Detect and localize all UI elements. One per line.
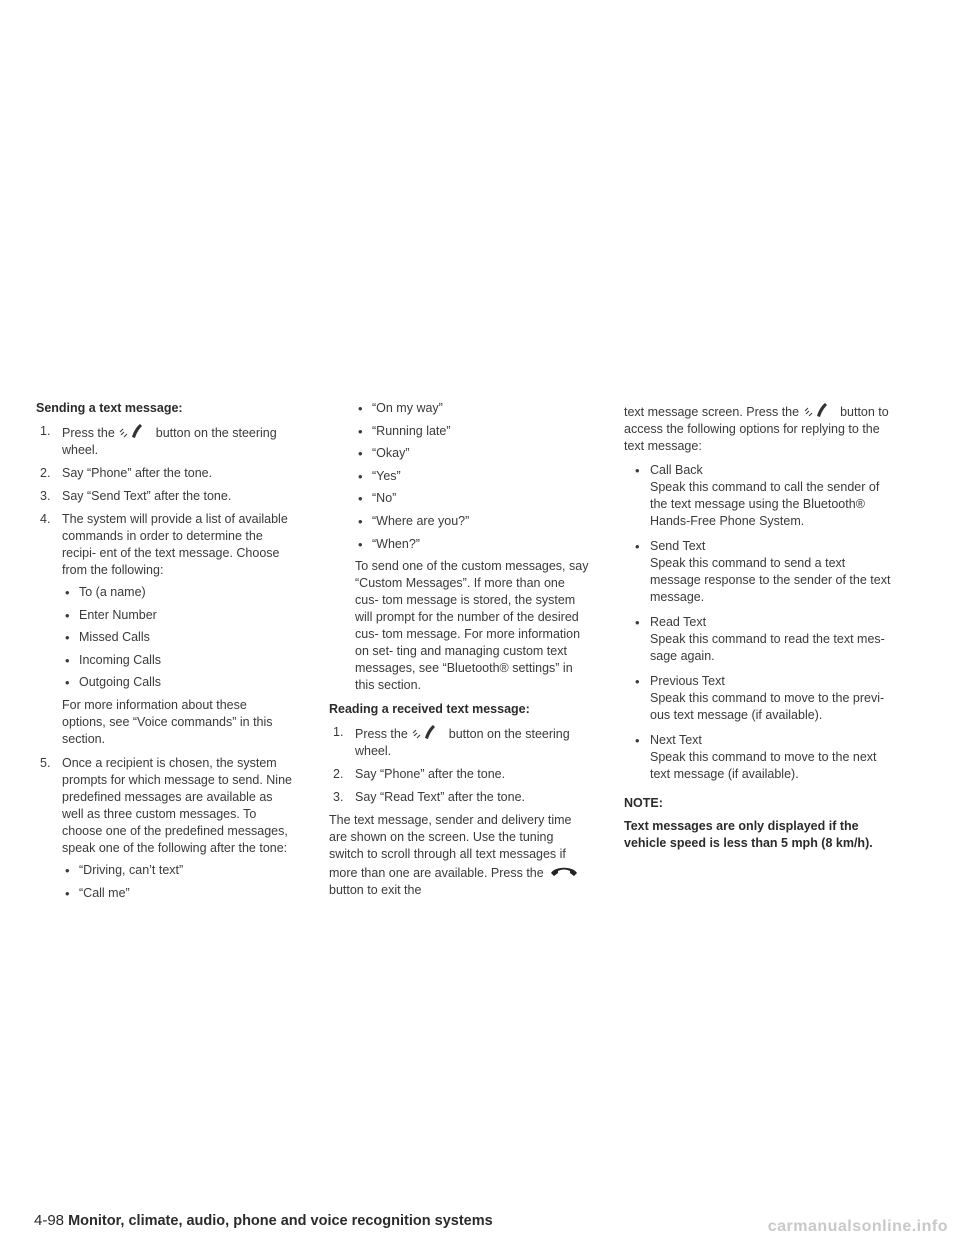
list-item: • Next Text Speak this command to move to the next text message (if available). bbox=[635, 733, 877, 781]
voice-commands-reference: For more information about these options, see “Voice commands” in this section. bbox=[62, 697, 273, 746]
page-number: 4-98 bbox=[34, 1212, 65, 1229]
predefined-messages-list-continued bbox=[355, 400, 589, 553]
list-item: • To (a name) bbox=[65, 585, 146, 600]
list-item: • “Yes” bbox=[358, 468, 401, 484]
voice-talk-icon bbox=[411, 724, 445, 740]
list-item: • “On my way” bbox=[358, 401, 443, 416]
step-5: 5. Once a recipient is chosen, the system prompts for which message to send. Nine predefined messages are available as well as three custom messages. To choose one of the predefined messages, speak one of the following after the tone: • “Driving, can’t text” • “Call me” bbox=[36, 755, 294, 902]
chapter-title: Monitor, climate, audio, phone and voice recognition systems bbox=[68, 1213, 493, 1229]
list-item: • “Where are you?” bbox=[358, 513, 470, 529]
predefined-messages-list bbox=[62, 862, 294, 902]
step-2: 2. Say “Phone” after the tone. bbox=[40, 466, 213, 480]
read-text-paragraph: The text message, sender and delivery time are shown on the screen. Use the tuning switch to scroll through all text messages if more than one are available. Press the button to exit the bbox=[329, 812, 589, 899]
read-step-3: 3. Say “Read Text” after the tone. bbox=[333, 790, 526, 805]
reply-options-list bbox=[624, 462, 898, 783]
column-3 bbox=[624, 402, 898, 852]
read-step-2: 2. Say “Phone” after the tone. bbox=[333, 767, 506, 782]
recipient-options-list bbox=[62, 584, 294, 691]
read-step-1: 1. Press the button on the steering wheel. bbox=[333, 725, 570, 759]
list-item: • “When?” bbox=[358, 536, 420, 552]
list-item: • “Driving, can’t text” bbox=[65, 862, 184, 878]
reply-options-intro: text message screen. Press the button to access the following options for replying to the text message: bbox=[624, 402, 898, 455]
list-item: • “Running late” bbox=[358, 423, 451, 439]
voice-talk-icon bbox=[803, 402, 837, 418]
page-footer bbox=[34, 1212, 493, 1229]
list-item: • “No” bbox=[358, 491, 397, 507]
list-item: • “Call me” bbox=[65, 885, 130, 901]
phone-hangup-icon bbox=[547, 863, 581, 879]
column-1 bbox=[36, 400, 294, 908]
list-item: • Outgoing Calls bbox=[65, 675, 161, 691]
list-item: • Missed Calls bbox=[65, 630, 150, 646]
list-item: • Previous Text Speak this command to move to the previ- ous text message (if available). bbox=[635, 674, 885, 722]
note-heading: NOTE: bbox=[624, 796, 663, 810]
list-item: • Send Text Speak this command to send a text message response to the sender of the text message. bbox=[635, 539, 891, 604]
watermark: carmanualsonline.info bbox=[767, 1218, 948, 1235]
list-item: • Enter Number bbox=[65, 607, 157, 623]
column-2 bbox=[329, 400, 589, 906]
step-3: 3. Say “Send Text” after the tone. bbox=[40, 489, 232, 503]
list-item: • Read Text Speak this command to read the text mes- sage again. bbox=[635, 615, 885, 663]
note-text: Text messages are only displayed if the vehicle speed is less than 5 mph (8 km/h). bbox=[624, 819, 873, 850]
list-item: • Call Back Speak this command to call the sender of the text message using the Bluetooth® Hands-Free Phone System. bbox=[635, 463, 880, 528]
step-1: 1. Press the button on the steering wheel. bbox=[40, 424, 277, 457]
section-heading-reading: Reading a received text message: bbox=[329, 702, 530, 717]
list-item: • Incoming Calls bbox=[65, 652, 161, 668]
custom-messages-paragraph: To send one of the custom messages, say “Custom Messages”. If more than one cus- tom message is stored, the system will prompt for the number of the desired cus- tom message. For more information on set- ting and managing custom text messages, see “Bluetooth® settings” in this section. bbox=[355, 559, 589, 693]
list-item: • “Okay” bbox=[358, 446, 410, 462]
step-4: 4. The system will provide a list of available commands in order to determine the recipi- ent of the text message. Choose from the following: • To (a name) • Enter Number • Missed Calls • Incoming Calls • Outgoing Calls For more information about these options, see “Voice commands” in this section. bbox=[36, 511, 294, 748]
section-heading-sending: Sending a text message: bbox=[36, 401, 183, 415]
voice-talk-icon bbox=[118, 423, 152, 439]
